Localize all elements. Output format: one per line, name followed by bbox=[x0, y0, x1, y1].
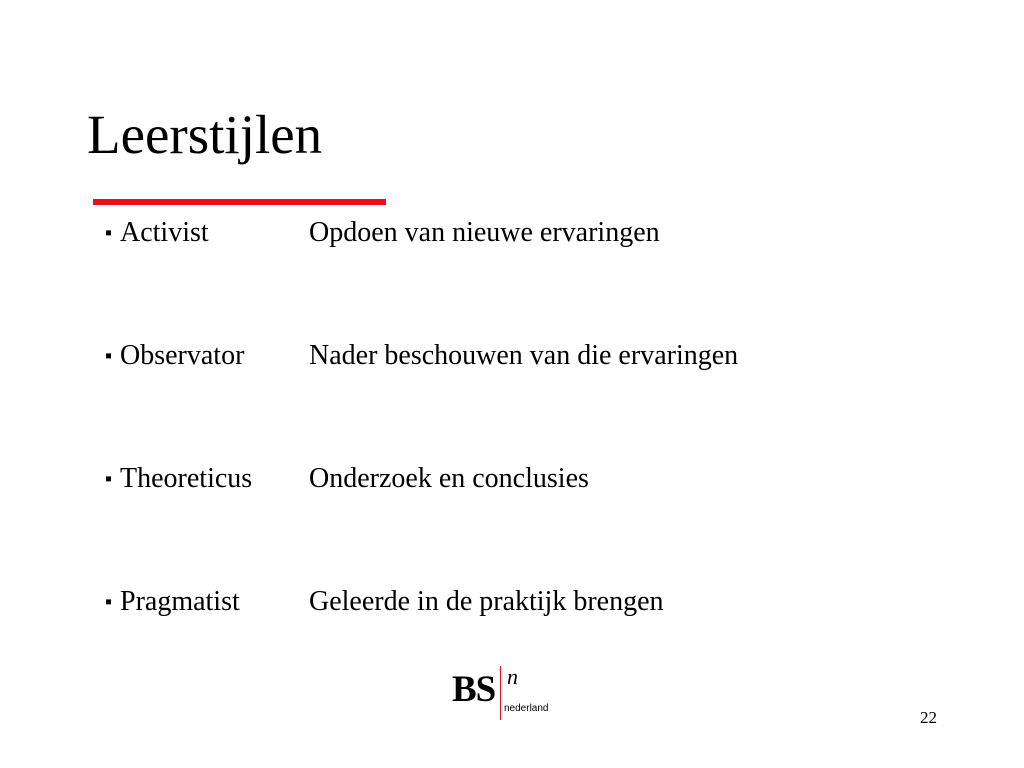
bullet-icon: ▪ bbox=[105, 222, 113, 244]
bullet-list bbox=[105, 212, 925, 704]
page-number: 22 bbox=[920, 708, 937, 727]
logo-subtitle: nederland bbox=[504, 703, 549, 714]
bullet-icon: ▪ bbox=[105, 345, 113, 367]
list-item bbox=[105, 335, 925, 458]
logo-superscript: n bbox=[507, 664, 518, 689]
list-item bbox=[105, 458, 925, 581]
learning-style-term: Theoreticus bbox=[120, 463, 253, 494]
learning-style-description: Geleerde in de praktijk brengen bbox=[309, 586, 664, 617]
list-item bbox=[105, 212, 925, 335]
bsn-logo bbox=[452, 664, 562, 724]
learning-style-term: Activist bbox=[120, 217, 209, 248]
slide-title: Leerstijlen bbox=[87, 104, 323, 165]
title-underline bbox=[93, 199, 386, 205]
learning-style-description: Nader beschouwen van die ervaringen bbox=[309, 340, 739, 371]
learning-style-description: Onderzoek en conclusies bbox=[309, 463, 589, 494]
bullet-icon: ▪ bbox=[105, 468, 113, 490]
bullet-icon: ▪ bbox=[105, 591, 113, 613]
logo-main-text: BS bbox=[452, 669, 496, 710]
learning-style-term: Observator bbox=[120, 340, 245, 371]
logo-separator bbox=[500, 666, 501, 720]
learning-style-term: Pragmatist bbox=[120, 586, 240, 617]
learning-style-description: Opdoen van nieuwe ervaringen bbox=[309, 217, 660, 248]
